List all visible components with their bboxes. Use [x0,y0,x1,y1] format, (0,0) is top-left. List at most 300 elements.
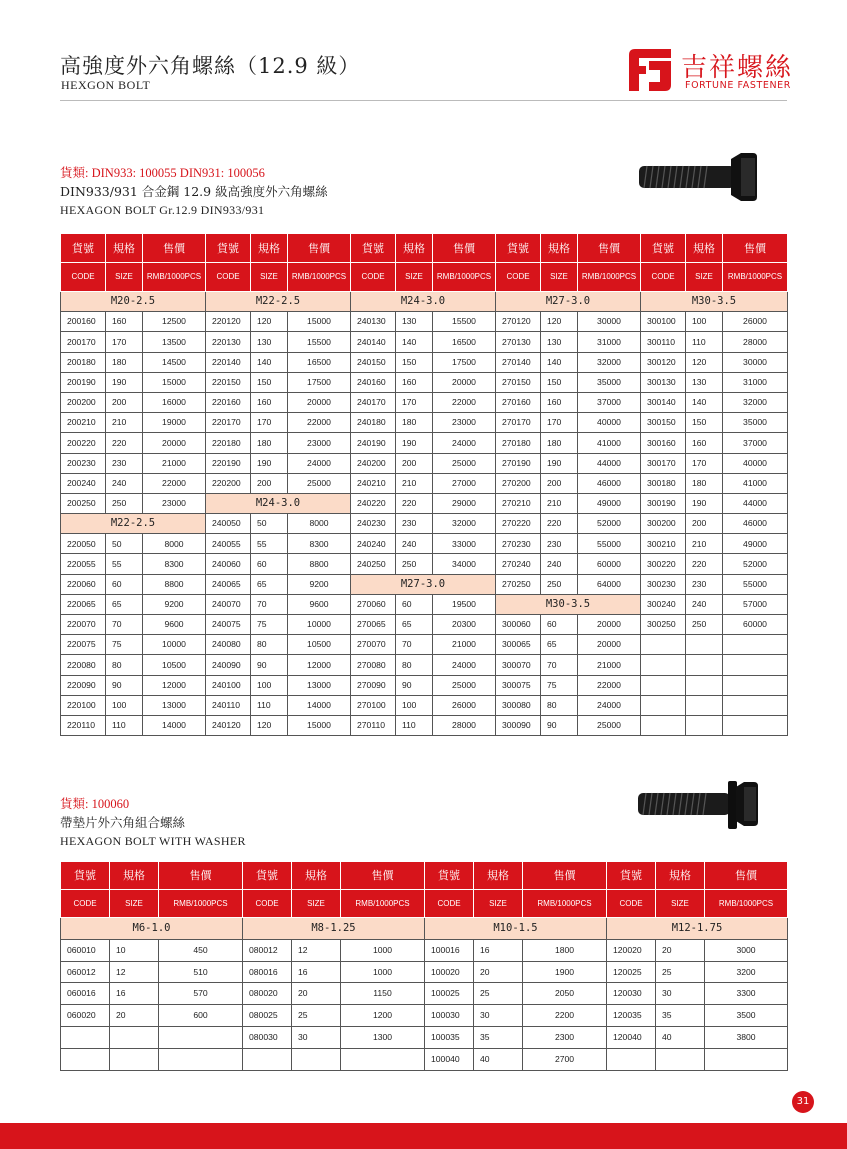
cell-price: 13000 [288,675,351,695]
cell-code: 240055 [206,534,251,554]
cell-size: 210 [541,493,578,513]
cell-price: 57000 [723,594,788,614]
cell-code: 120040 [607,1026,656,1048]
cell-code: 240210 [351,473,396,493]
cell-size: 150 [686,413,723,433]
cell-price: 34000 [433,554,496,574]
cell-size: 210 [106,413,143,433]
cell-size: 130 [541,332,578,352]
cell-size: 200 [686,514,723,534]
cell-price: 32000 [433,514,496,534]
cell-price: 2050 [523,983,607,1005]
cell-price: 28000 [723,332,788,352]
cell-size [686,715,723,735]
cell-code: 240080 [206,635,251,655]
cell-code [641,695,686,715]
cell-price: 20000 [578,635,641,655]
washer-bolt-image [636,780,758,830]
cell-code: 240075 [206,615,251,635]
cell-size: 30 [292,1026,341,1048]
cell-code: 240060 [206,554,251,574]
cell-size: 130 [686,372,723,392]
cell-price: 2300 [523,1026,607,1048]
cell-code: 120020 [607,939,656,961]
header-code-cn: 貨號 [607,862,656,890]
table-row [61,453,788,473]
cell-size: 210 [396,473,433,493]
cell-size: 170 [251,413,288,433]
cell-size: 230 [106,453,143,473]
cell-size: 90 [541,715,578,735]
size-group-header: M24-3.0 [206,493,351,513]
cell-size: 60 [396,594,433,614]
cell-price: 49000 [578,493,641,513]
cell-code: 120030 [607,983,656,1005]
cell-price: 9200 [143,594,206,614]
brand-name-en: FORTUNE FASTENER [685,80,791,91]
cell-code: 270220 [496,514,541,534]
cell-size [110,1048,159,1070]
cell-size: 35 [474,1026,523,1048]
header-price-cn: 售價 [705,862,788,890]
header-size: SIZE [251,263,288,292]
cell-price: 8000 [288,514,351,534]
cell-price: 24000 [433,433,496,453]
price-table-din933 [60,233,788,736]
header-size: SIZE [292,890,341,918]
cell-price: 22000 [288,413,351,433]
table-row [61,292,788,312]
cell-price: 450 [159,939,243,961]
cell-price: 15500 [433,312,496,332]
cell-price: 20000 [143,433,206,453]
header-price: RMB/1000PCS [578,263,641,292]
cell-code: 270170 [496,413,541,433]
cell-code: 060012 [61,961,110,983]
cell-code: 220170 [206,413,251,433]
cell-code: 270190 [496,453,541,473]
cell-size: 160 [106,312,143,332]
cell-code: 220050 [61,534,106,554]
header-code-cn: 貨號 [641,234,686,263]
cell-size: 55 [106,554,143,574]
cell-code: 240250 [351,554,396,574]
cell-code: 220200 [206,473,251,493]
cell-size: 20 [656,939,705,961]
cell-price: 10000 [143,635,206,655]
cell-price: 32000 [723,392,788,412]
cell-price: 20000 [433,372,496,392]
cell-code: 270210 [496,493,541,513]
cell-size: 60 [541,615,578,635]
cell-price: 8800 [288,554,351,574]
cell-size: 160 [541,392,578,412]
cell-code: 240160 [351,372,396,392]
cell-price [723,715,788,735]
cell-size: 190 [541,453,578,473]
cell-code: 240090 [206,655,251,675]
cell-code: 300220 [641,554,686,574]
cell-code: 240200 [351,453,396,473]
cell-price: 13500 [143,332,206,352]
header-size: SIZE [474,890,523,918]
header-code: CODE [425,890,474,918]
cell-size: 240 [686,594,723,614]
cell-size: 100 [251,675,288,695]
cell-code: 300090 [496,715,541,735]
cell-code: 220090 [61,675,106,695]
cell-size: 220 [541,514,578,534]
cell-code [641,675,686,695]
cell-size: 130 [251,332,288,352]
cell-price: 9600 [143,615,206,635]
cell-price: 40000 [578,413,641,433]
cell-price: 24000 [578,695,641,715]
cell-size: 180 [251,433,288,453]
header-price: RMB/1000PCS [705,890,788,918]
page-title: 高強度外六角螺絲（12.9 級） [60,54,361,78]
cell-price: 52000 [578,514,641,534]
cell-code: 300140 [641,392,686,412]
cell-size: 50 [106,534,143,554]
table-row [61,675,788,695]
cell-code: 220150 [206,372,251,392]
cell-code: 100016 [425,939,474,961]
cell-price [159,1026,243,1048]
cell-price: 19000 [143,413,206,433]
cell-price: 12500 [143,312,206,332]
cell-code: 100035 [425,1026,474,1048]
cell-size: 170 [106,332,143,352]
cell-price: 25000 [578,715,641,735]
page-subtitle: HEXGON BOLT [61,78,151,92]
size-group-header: M27-3.0 [351,574,496,594]
cell-size: 190 [106,372,143,392]
cell-size [686,675,723,695]
size-group-header: M10-1.5 [425,918,607,940]
cell-size: 170 [541,413,578,433]
cell-price [723,695,788,715]
cell-size: 75 [106,635,143,655]
table-row [61,433,788,453]
cell-size: 250 [686,615,723,635]
cell-code: 220180 [206,433,251,453]
cell-price: 13000 [143,695,206,715]
table-row [61,372,788,392]
cell-code: 220130 [206,332,251,352]
cell-price: 23000 [143,493,206,513]
cell-code: 240065 [206,574,251,594]
cell-price: 8800 [143,574,206,594]
header-size-cn: 規格 [474,862,523,890]
cell-price: 15000 [288,715,351,735]
cell-size: 10 [110,939,159,961]
header-price-cn: 售價 [341,862,425,890]
cell-price: 23000 [433,413,496,433]
cell-code: 220100 [61,695,106,715]
cell-size: 140 [686,392,723,412]
cell-size: 16 [474,939,523,961]
cell-price: 3300 [705,983,788,1005]
cell-price: 15500 [288,332,351,352]
size-group-header: M30-3.5 [496,594,641,614]
cell-code: 220075 [61,635,106,655]
cell-price: 3000 [705,939,788,961]
cell-size: 150 [251,372,288,392]
cell-price: 20300 [433,615,496,635]
cell-size: 140 [541,352,578,372]
header-code: CODE [351,263,396,292]
cell-size: 60 [251,554,288,574]
cell-size: 100 [686,312,723,332]
cell-price: 19500 [433,594,496,614]
cell-code: 300170 [641,453,686,473]
cell-price: 10500 [288,635,351,655]
header-size: SIZE [656,890,705,918]
cell-code: 240190 [351,433,396,453]
cell-price: 33000 [433,534,496,554]
cell-size: 130 [396,312,433,332]
cell-price: 46000 [723,514,788,534]
cell-price [341,1048,425,1070]
cell-price: 2700 [523,1048,607,1070]
cell-code: 240240 [351,534,396,554]
cell-price: 16500 [288,352,351,372]
cell-code: 200180 [61,352,106,372]
cell-code: 270100 [351,695,396,715]
cell-price: 37000 [723,433,788,453]
cell-price: 28000 [433,715,496,735]
cell-code: 270140 [496,352,541,372]
cell-size: 40 [474,1048,523,1070]
cell-size: 160 [396,372,433,392]
cell-price: 2200 [523,1005,607,1027]
cell-size: 210 [686,534,723,554]
cell-code: 300240 [641,594,686,614]
cell-size: 12 [110,961,159,983]
cell-price: 55000 [723,574,788,594]
cell-code: 100030 [425,1005,474,1027]
header-size-cn: 規格 [251,234,288,263]
cell-price: 15000 [288,312,351,332]
cell-code: 300070 [496,655,541,675]
cell-size: 180 [106,352,143,372]
cell-price: 14500 [143,352,206,372]
cell-price: 14000 [288,695,351,715]
header-price: RMB/1000PCS [523,890,607,918]
cell-size: 240 [106,473,143,493]
cell-code: 200210 [61,413,106,433]
cell-size: 65 [396,615,433,635]
cell-size: 40 [656,1026,705,1048]
cell-size: 230 [396,514,433,534]
header-code: CODE [243,890,292,918]
cell-code: 240230 [351,514,396,534]
header-code-cn: 貨號 [61,862,110,890]
header-size-cn: 規格 [106,234,143,263]
cell-size: 110 [396,715,433,735]
cell-size: 60 [106,574,143,594]
cell-price: 22000 [143,473,206,493]
cell-size: 250 [541,574,578,594]
table-row [61,939,788,961]
header-code: CODE [641,263,686,292]
cell-code: 060016 [61,983,110,1005]
header-price: RMB/1000PCS [341,890,425,918]
cell-code: 200200 [61,392,106,412]
category-code-2: 貨類: 100060 [60,797,130,811]
cell-code: 120035 [607,1005,656,1027]
cell-code: 270240 [496,554,541,574]
cell-size: 110 [106,715,143,735]
cell-size: 110 [251,695,288,715]
product-description-en-2: HEXAGON BOLT WITH WASHER [60,834,246,848]
cell-code: 200250 [61,493,106,513]
product-description-en: HEXAGON BOLT Gr.12.9 DIN933/931 [60,203,265,217]
table-row [61,1026,788,1048]
product-description-cn-2: 帶墊片外六角組合螺絲 [60,815,186,830]
cell-price: 60000 [723,615,788,635]
cell-code: 200190 [61,372,106,392]
cell-price: 12000 [143,675,206,695]
cell-code: 300120 [641,352,686,372]
cell-code: 080012 [243,939,292,961]
cell-size: 240 [396,534,433,554]
cell-price: 17500 [288,372,351,392]
header-price-cn: 售價 [578,234,641,263]
cell-code: 240110 [206,695,251,715]
product-description-cn: DIN933/931 合金鋼 12.9 級高強度外六角螺絲 [60,184,328,199]
cell-price: 64000 [578,574,641,594]
cell-price: 35000 [723,413,788,433]
cell-size [686,655,723,675]
cell-size: 65 [251,574,288,594]
cell-price: 30000 [723,352,788,372]
cell-size: 160 [251,392,288,412]
cell-price: 21000 [578,655,641,675]
header-price-cn: 售價 [723,234,788,263]
cell-price: 9200 [288,574,351,594]
cell-size: 220 [686,554,723,574]
header-code: CODE [61,890,110,918]
cell-size: 30 [474,1005,523,1027]
cell-price: 25000 [433,675,496,695]
cell-size: 120 [251,715,288,735]
cell-code: 220140 [206,352,251,372]
cell-code: 100020 [425,961,474,983]
cell-price: 44000 [578,453,641,473]
cell-price [723,675,788,695]
cell-size: 90 [396,675,433,695]
cell-size: 12 [292,939,341,961]
cell-price: 20000 [578,615,641,635]
cell-size: 180 [396,413,433,433]
header-price-cn: 售價 [159,862,243,890]
cell-code: 060010 [61,939,110,961]
header-size: SIZE [541,263,578,292]
header-size-cn: 規格 [541,234,578,263]
cell-price [723,635,788,655]
cell-price: 1900 [523,961,607,983]
cell-code: 240220 [351,493,396,513]
cell-code: 270130 [496,332,541,352]
category-code: 貨類: DIN933: 100055 DIN931: 100056 [60,166,265,180]
table-row [61,961,788,983]
size-group-header: M30-3.5 [641,292,788,312]
cell-code: 300190 [641,493,686,513]
cell-price: 23000 [288,433,351,453]
cell-size: 70 [396,635,433,655]
cell-size [686,635,723,655]
header-code: CODE [206,263,251,292]
cell-price: 3200 [705,961,788,983]
header-size-cn: 規格 [656,862,705,890]
cell-code: 080016 [243,961,292,983]
cell-price: 40000 [723,453,788,473]
cell-code: 270230 [496,534,541,554]
cell-size: 150 [396,352,433,372]
cell-price: 9600 [288,594,351,614]
cell-size: 35 [656,1005,705,1027]
cell-size: 200 [106,392,143,412]
cell-size [656,1048,705,1070]
cell-size [292,1048,341,1070]
cell-size: 220 [106,433,143,453]
size-group-header: M12-1.75 [607,918,788,940]
cell-price [159,1048,243,1070]
cell-size: 80 [541,695,578,715]
cell-price: 21000 [433,635,496,655]
header-price: RMB/1000PCS [159,890,243,918]
header-price-cn: 售價 [433,234,496,263]
cell-price: 27000 [433,473,496,493]
cell-size: 75 [251,615,288,635]
cell-code: 270150 [496,372,541,392]
cell-size [686,695,723,715]
cell-code: 300100 [641,312,686,332]
hex-bolt-image [637,152,757,202]
cell-code: 300060 [496,615,541,635]
cell-code: 240130 [351,312,396,332]
cell-size: 220 [396,493,433,513]
table-row [61,715,788,735]
cell-code [641,655,686,675]
cell-size: 240 [541,554,578,574]
table-row [61,635,788,655]
cell-code: 200160 [61,312,106,332]
cell-size: 16 [110,983,159,1005]
header-size: SIZE [396,263,433,292]
cell-size: 120 [251,312,288,332]
table-row [61,352,788,372]
cell-size: 25 [474,983,523,1005]
cell-code: 240100 [206,675,251,695]
cell-code: 270120 [496,312,541,332]
cell-size: 200 [541,473,578,493]
cell-code: 300075 [496,675,541,695]
cell-size: 80 [106,655,143,675]
table-row [61,1005,788,1027]
cell-code: 200220 [61,433,106,453]
cell-price: 52000 [723,554,788,574]
header-size: SIZE [106,263,143,292]
cell-price: 25000 [288,473,351,493]
cell-size: 140 [396,332,433,352]
table-row [61,983,788,1005]
cell-price: 16500 [433,332,496,352]
cell-code: 300150 [641,413,686,433]
cell-price: 15000 [143,372,206,392]
